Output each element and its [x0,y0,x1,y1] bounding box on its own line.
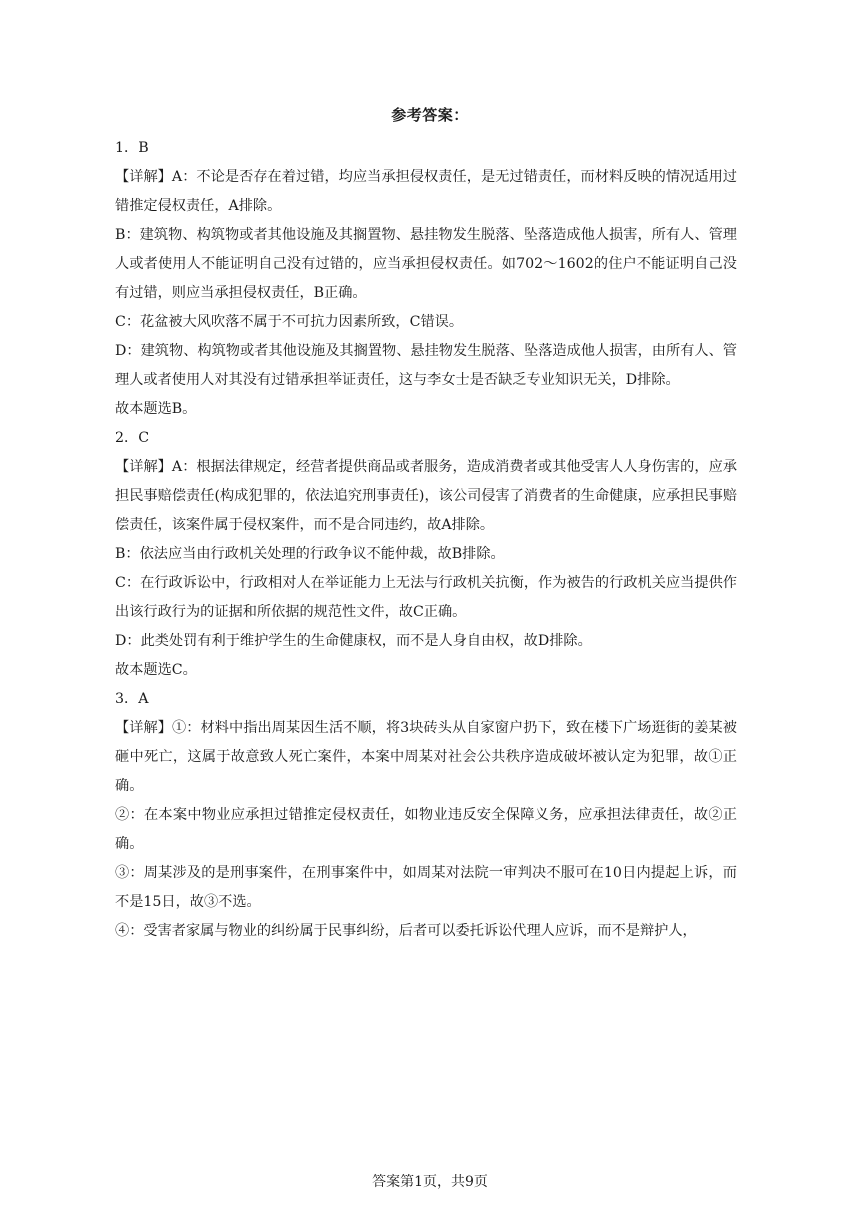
conclusion-line: 故本题选C。 [115,662,197,678]
explanation-paragraph: B：建筑物、构筑物或者其他设施及其搁置物、悬挂物发生脱落、坠落造成他人损害，所有人、管理人或者使用人不能证明自己没有过错的，应当承担侵权责任。如702～1602的住户不能证明自己没有过错，则应当承担侵权责任，B正确。 [115,227,737,301]
explanation-paragraph: C：花盆被大风吹落不属于不可抗力因素所致，C错误。 [115,314,464,330]
explanation-paragraph: 【详解】①：材料中指出周某因生活不顺，将3块砖头从自家窗户扔下，致在楼下广场逛街的姜某被砸中死亡，这属于故意致人死亡案件，本案中周某对社会公共秩序造成破坏被认定为犯罪，故①正确。 [115,720,737,794]
answer-number-3: 3．A [115,691,149,707]
answer-number-2: 2．C [115,430,150,446]
explanation-paragraph: C：在行政诉讼中，行政相对人在举证能力上无法与行政机关抗衡，作为被告的行政机关应当提供作出该行政行为的证据和所依据的规范性文件，故C正确。 [115,575,737,620]
answer-number-1: 1．B [115,140,149,156]
explanation-paragraph: 【详解】A：根据法律规定，经营者提供商品或者服务，造成消费者或其他受害人人身伤害的，应承担民事赔偿责任(构成犯罪的，依法追究刑事责任)，该公司侵害了消费者的生命健康，应承担民事赔偿责任，该案件属于侵权案件，而不是合同违约，故A排除。 [115,459,737,533]
explanation-paragraph: D：建筑物、构筑物或者其他设施及其搁置物、悬挂物发生脱落、坠落造成他人损害，由所有人、管理人或者使用人对其没有过错承担举证责任，这与李女士是否缺乏专业知识无关，D排除。 [115,343,737,388]
explanation-paragraph: B：依法应当由行政机关处理的行政争议不能仲裁，故B排除。 [115,546,505,562]
explanation-paragraph: ②：在本案中物业应承担过错推定侵权责任，如物业违反安全保障义务，应承担法律责任，故②正确。 [115,807,737,852]
conclusion-line: 故本题选B。 [115,401,197,417]
page-footer: 答案第1页，共9页 [372,1174,488,1190]
explanation-paragraph: ③：周某涉及的是刑事案件，在刑事案件中，如周某对法院一审判决不服可在10日内提起上诉，而不是15日，故③不选。 [115,865,737,910]
explanation-paragraph: D：此类处罚有利于维护学生的生命健康权，而不是人身自由权，故D排除。 [115,633,592,649]
answer-content [115,134,737,946]
explanation-paragraph: ④：受害者家属与物业的纠纷属于民事纠纷，后者可以委托诉讼代理人应诉，而不是辩护人， [115,923,697,939]
page-title: 参考答案： [391,106,469,124]
explanation-paragraph: 【详解】A：不论是否存在着过错，均应当承担侵权责任，是无过错责任，而材料反映的情况适用过错推定侵权责任，A排除。 [115,169,737,214]
